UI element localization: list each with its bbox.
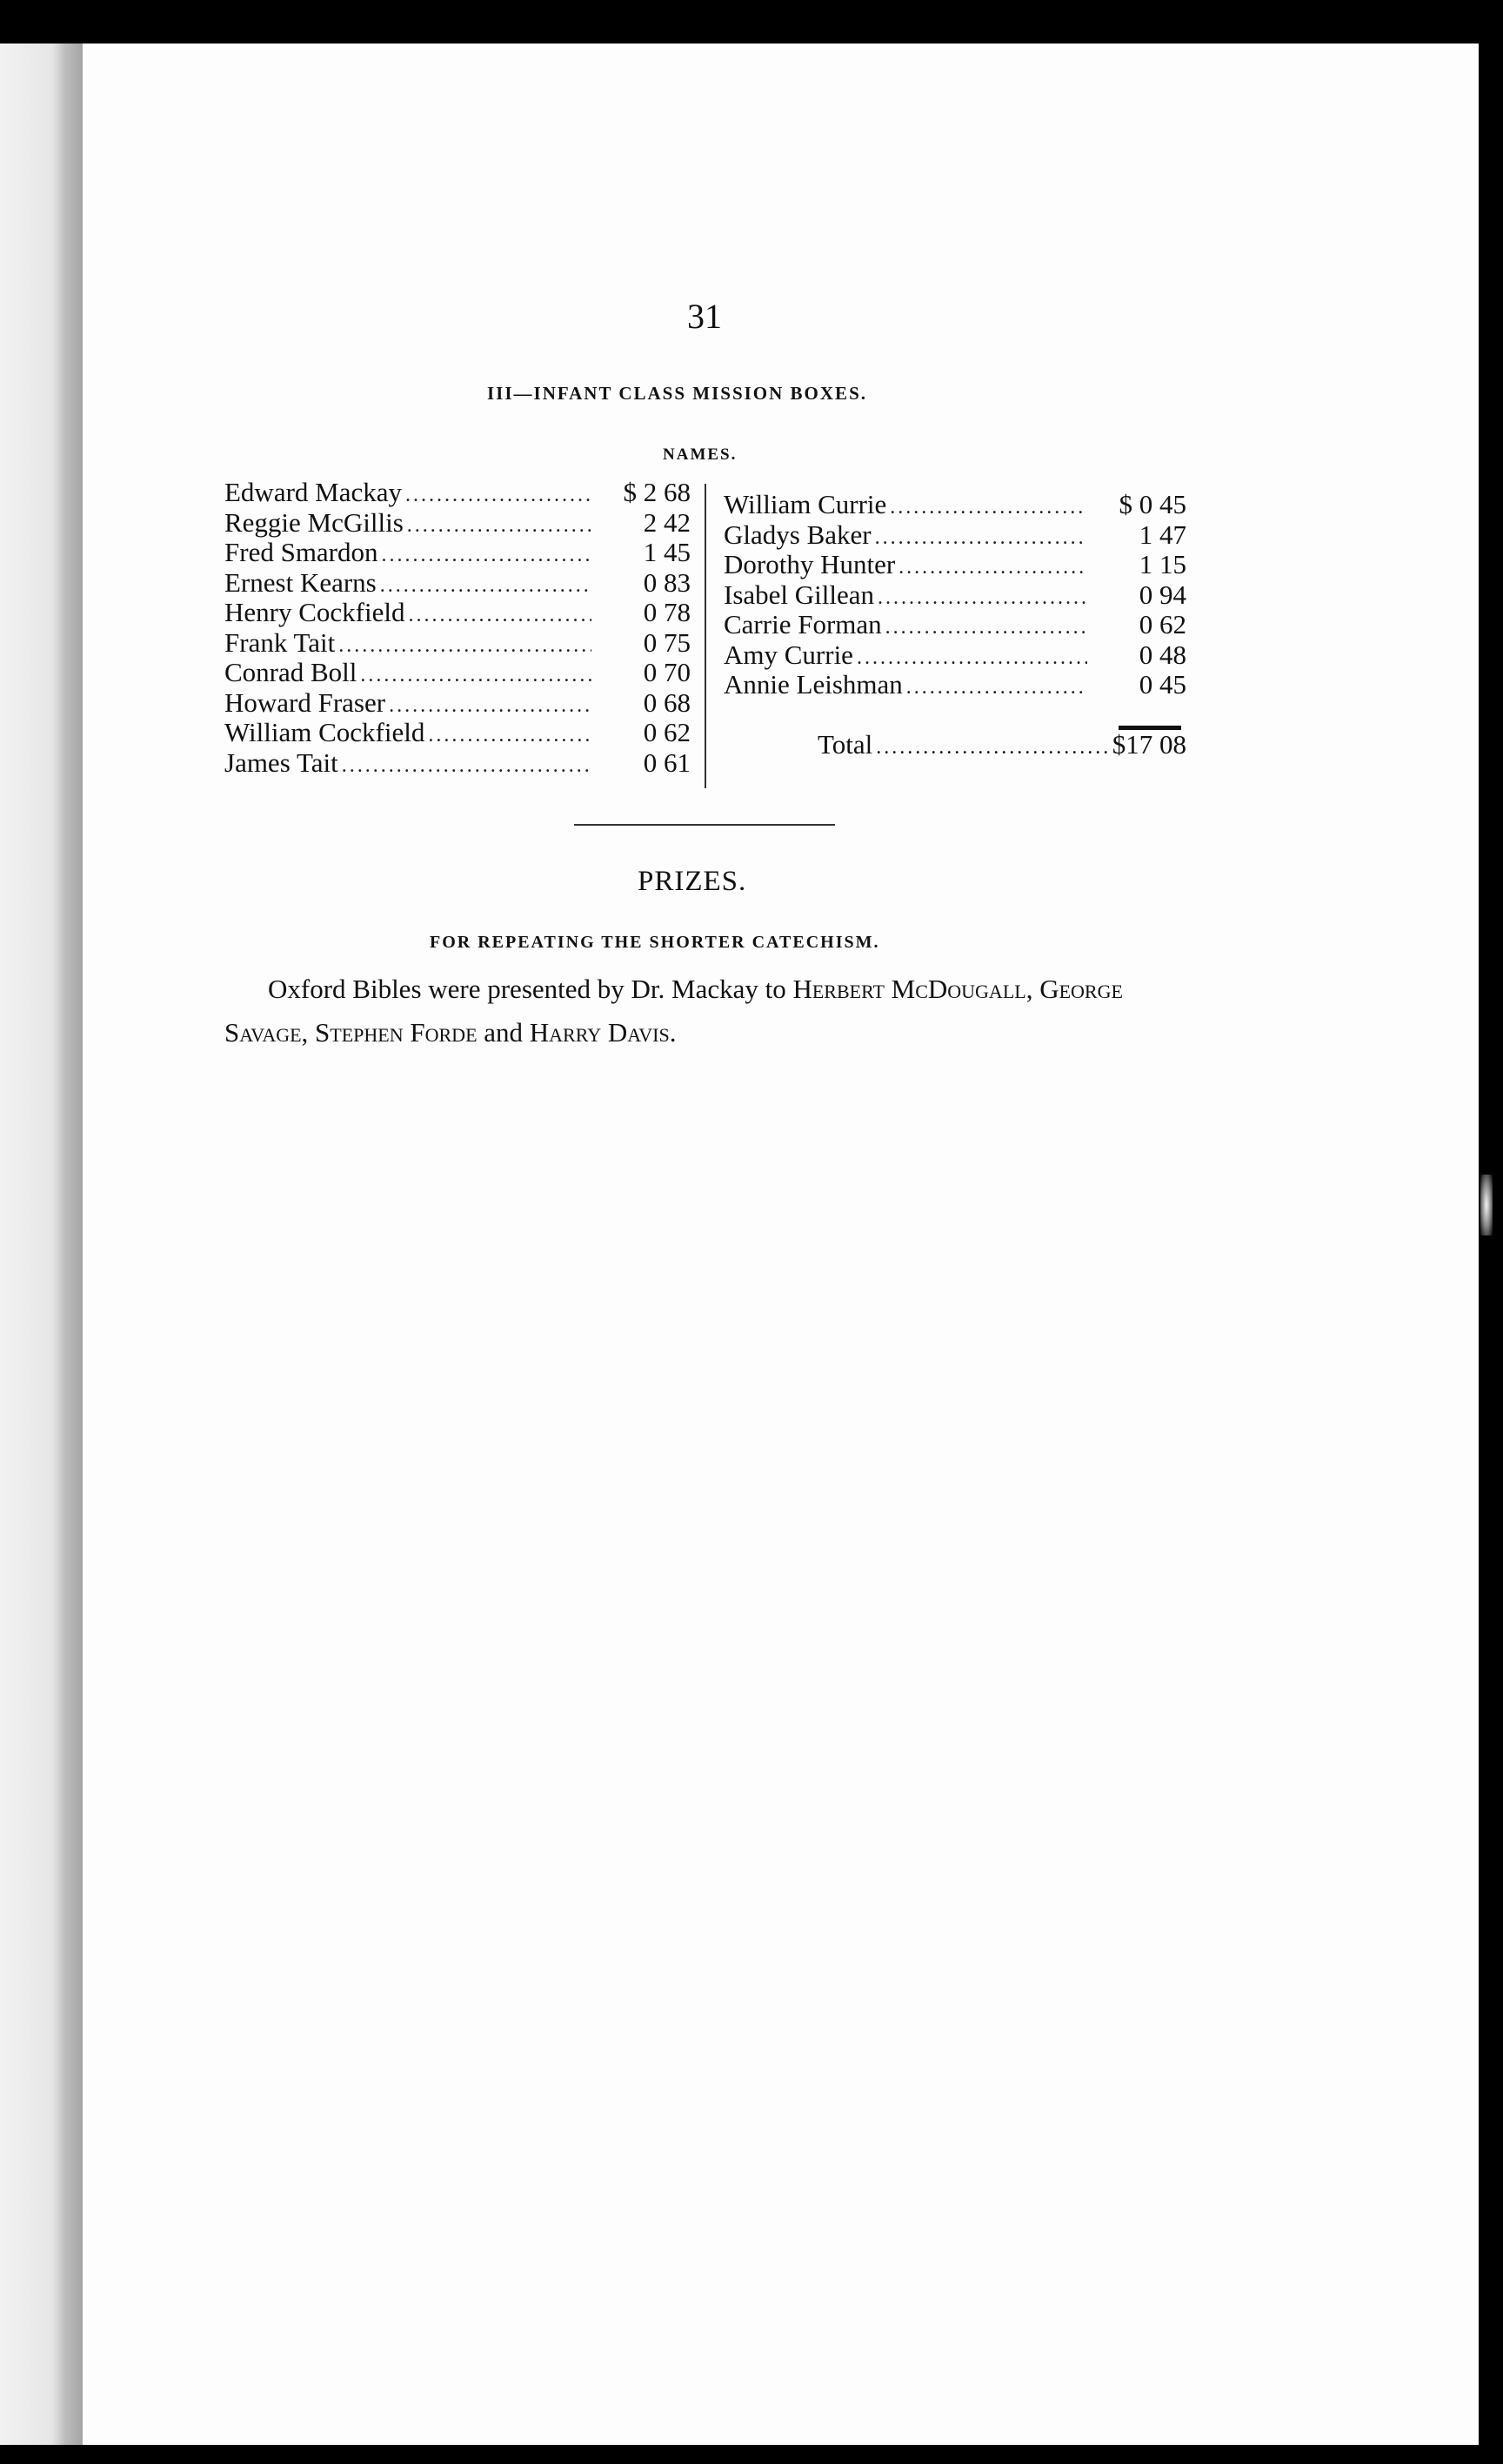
leader-dots bbox=[407, 507, 591, 539]
entry-name: William Currie bbox=[724, 489, 887, 519]
leader-dots bbox=[380, 567, 591, 599]
list-item bbox=[724, 579, 1186, 610]
entry-name: Dorothy Hunter bbox=[724, 549, 896, 579]
leader-dots bbox=[875, 519, 1087, 551]
entry-name: Edward Mackay bbox=[224, 477, 402, 507]
right-name-column bbox=[724, 489, 1186, 700]
leader-dots bbox=[405, 477, 591, 508]
entry-amount: 0 45 bbox=[1139, 669, 1186, 700]
list-item bbox=[224, 687, 691, 718]
entry-amount: 0 68 bbox=[643, 686, 691, 718]
entry-name: Carrie Forman bbox=[724, 609, 882, 639]
entry-amount: 1 15 bbox=[1139, 549, 1186, 579]
entry-amount: 2 42 bbox=[643, 506, 691, 538]
entry-name: William Cockfield bbox=[224, 717, 425, 747]
leader-dots bbox=[408, 597, 591, 628]
leader-dots bbox=[876, 729, 1108, 760]
list-item bbox=[724, 549, 1186, 579]
list-item bbox=[224, 567, 691, 598]
scan-edge-mark bbox=[1480, 1175, 1493, 1235]
leader-dots bbox=[898, 549, 1087, 580]
leader-dots bbox=[342, 747, 591, 779]
total-amount: $17 08 bbox=[1112, 729, 1186, 760]
column-divider bbox=[705, 484, 706, 788]
entry-name: Annie Leishman bbox=[724, 669, 903, 700]
prizes-title: PRIZES. bbox=[638, 866, 747, 897]
entry-name: Henry Cockfield bbox=[224, 597, 405, 627]
list-item bbox=[724, 609, 1186, 639]
entry-amount: $ 2 68 bbox=[623, 477, 691, 507]
list-item bbox=[224, 477, 691, 507]
list-item bbox=[724, 639, 1186, 670]
list-item bbox=[724, 519, 1186, 550]
entry-amount: 0 78 bbox=[643, 597, 691, 627]
entry-amount: 0 94 bbox=[1139, 579, 1186, 610]
entry-amount: 0 61 bbox=[643, 747, 691, 778]
leader-dots bbox=[389, 687, 591, 719]
list-item bbox=[724, 489, 1186, 519]
section-separator bbox=[574, 824, 835, 826]
prizes-recipient-last: Harry Davis. bbox=[529, 1017, 677, 1048]
prizes-text-and: and bbox=[484, 1017, 524, 1048]
leader-dots bbox=[338, 627, 591, 659]
entry-amount: 1 45 bbox=[643, 537, 691, 567]
list-item bbox=[224, 657, 691, 687]
entry-amount: 0 48 bbox=[1139, 639, 1186, 670]
names-label: NAMES. bbox=[663, 445, 738, 464]
list-item bbox=[224, 747, 691, 778]
total-label: Total bbox=[818, 729, 873, 760]
leader-dots bbox=[428, 717, 591, 748]
list-item bbox=[224, 537, 691, 567]
list-item bbox=[224, 627, 691, 658]
total-row bbox=[818, 729, 1186, 760]
entry-amount: 0 62 bbox=[643, 717, 691, 747]
entry-name: Conrad Boll bbox=[224, 657, 357, 687]
entry-name: Howard Fraser bbox=[224, 686, 386, 718]
leader-dots bbox=[890, 489, 1087, 520]
list-item bbox=[224, 717, 691, 747]
entry-amount: 0 70 bbox=[643, 657, 691, 687]
page-number: 31 bbox=[687, 297, 722, 336]
entry-name: Reggie McGillis bbox=[224, 506, 404, 538]
prizes-recipient-names: Herbert McDougall, George Savage, Stephen Forde bbox=[224, 974, 1123, 1048]
leader-dots bbox=[857, 639, 1087, 671]
prizes-subtitle: FOR REPEATING THE SHORTER CATECHISM. bbox=[430, 933, 880, 952]
entry-name: Fred Smardon bbox=[224, 537, 378, 567]
entry-name: Amy Currie bbox=[724, 639, 853, 670]
entry-amount: 0 62 bbox=[1139, 609, 1186, 639]
entry-amount: 0 83 bbox=[643, 566, 691, 598]
leader-dots bbox=[878, 579, 1087, 611]
entry-name: Gladys Baker bbox=[724, 519, 872, 550]
prizes-text-intro: Oxford Bibles were presented by Dr. Mackay to bbox=[268, 974, 786, 1004]
section-title: III—INFANT CLASS MISSION BOXES. bbox=[487, 383, 867, 404]
book-binding-edge bbox=[0, 44, 83, 2445]
leader-dots bbox=[906, 669, 1087, 700]
leader-dots bbox=[382, 537, 591, 568]
prizes-paragraph bbox=[224, 968, 1199, 1055]
leader-dots bbox=[360, 657, 591, 688]
entry-amount: 1 47 bbox=[1139, 519, 1186, 550]
entry-amount: $ 0 45 bbox=[1119, 489, 1186, 519]
entry-name: James Tait bbox=[224, 747, 338, 778]
list-item bbox=[224, 507, 691, 538]
list-item bbox=[724, 669, 1186, 700]
entry-name: Frank Tait bbox=[224, 626, 336, 658]
left-name-column bbox=[224, 477, 691, 777]
list-item bbox=[224, 597, 691, 627]
entry-name: Ernest Kearns bbox=[224, 566, 377, 598]
entry-amount: 0 75 bbox=[643, 626, 691, 658]
leader-dots bbox=[885, 609, 1087, 640]
entry-name: Isabel Gillean bbox=[724, 579, 875, 610]
